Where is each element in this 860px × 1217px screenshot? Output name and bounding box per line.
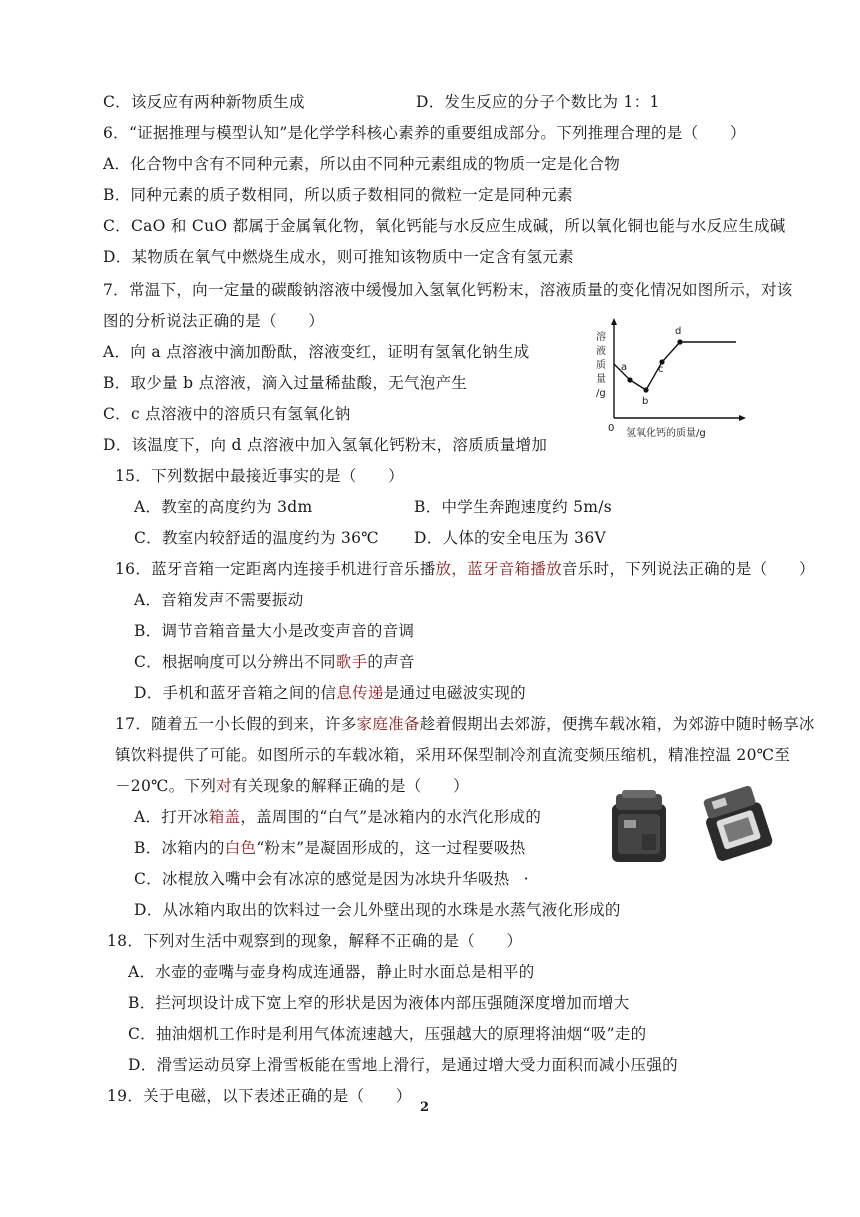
- q6-option-c: C．CaO 和 CuO 都属于金属氧化物，氧化钙能与水反应生成碱，所以氧化铜也能与水反应生成碱: [103, 217, 786, 235]
- q17-option-a: [134, 807, 541, 827]
- graph-curve: [614, 342, 736, 390]
- q17-l1-text-2: 家庭准备: [356, 715, 420, 733]
- graph-label-c: c: [658, 364, 664, 375]
- q17-option-b: [134, 838, 526, 858]
- q17a-text-1: A．打开冰: [134, 808, 209, 826]
- q5-option-c: C．该反应有两种新物质生成: [103, 93, 305, 111]
- q5-option-d: D．发生反应的分子个数比为 1：1: [416, 93, 660, 111]
- q17-l1-text-1: 17．随着五一小长假的到来，许多: [115, 715, 357, 733]
- q17a-text-2: 箱盖: [208, 808, 241, 826]
- q16-text-5: 音乐时，下列说法正确的是（ ）: [561, 560, 815, 578]
- q17c-stray-dot: ·: [523, 870, 529, 888]
- graph-point-b: [643, 387, 648, 392]
- q16c-text-1: C．根据响度可以分辨出不同: [134, 653, 336, 671]
- q16d-text-2: 息传递: [336, 684, 384, 702]
- question-17-stem-line2: 镇饮料提供了可能。如图所示的车载冰箱，采用环保型制冷剂直流变频压缩机，精准控温 20℃至: [115, 746, 791, 764]
- q16-text-2: 放: [435, 560, 452, 578]
- q17-option-d: D．从冰箱内取出的饮料过一会儿外壁出现的水珠是水蒸气液化形成的: [134, 901, 621, 919]
- page-number: 2: [420, 1100, 430, 1115]
- graph-origin: 0: [608, 423, 615, 434]
- q17-l3-text-1: －20℃。下列: [115, 777, 217, 795]
- graph-point-a: [627, 377, 632, 382]
- q16-text-4: 蓝牙音箱播放: [467, 560, 562, 578]
- question-17-stem-line3: [115, 776, 469, 796]
- graph-x-arrow: [739, 415, 746, 421]
- q17b-text-2: 白色: [224, 839, 257, 857]
- q7-option-d: D．该温度下，向 d 点溶液中加入氢氧化钙粉末，溶质质量增加: [103, 436, 548, 454]
- q17c-text: C．冰棍放入嘴中会有冰凉的感觉是因为冰块升华吸热: [134, 870, 510, 888]
- q16c-text-3: 的声音: [367, 653, 415, 671]
- graph-label-d: d: [675, 326, 682, 337]
- q15-option-a: A．教室的高度约为 3dm: [134, 498, 313, 516]
- q16-option-a: A．音箱发声不需要振动: [134, 591, 304, 609]
- q16-option-c: [134, 652, 415, 672]
- q6-option-a: A．化合物中含有不同种元素，所以由不同种元素组成的物质一定是化合物: [103, 155, 621, 173]
- q18-option-d: D．滑雪运动员穿上滑雪板能在雪地上滑行，是通过增大受力面积而减小压强的: [128, 1056, 678, 1074]
- question-15-stem: 15．下列数据中最接近事实的是（ ）: [115, 467, 404, 485]
- car-cooler-open-photo: [700, 785, 774, 865]
- q7-option-a: A．向 a 点溶液中滴加酚酞，溶液变红，证明有氢氧化钠生成: [103, 343, 530, 361]
- question-18-stem: 18．下列对生活中观察到的现象，解释不正确的是（ ）: [107, 932, 523, 950]
- graph-xlabel: 氢氧化钙的质量/g: [626, 428, 706, 439]
- graph-label-a: a: [621, 362, 628, 373]
- q15-option-b: B．中学生奔跑速度约 5m/s: [414, 498, 613, 516]
- q16d-text-1: D．手机和蓝牙音箱之间的信: [134, 684, 337, 702]
- solution-mass-graph: [588, 318, 748, 446]
- q16-text-3: ，: [451, 560, 468, 578]
- graph-ylabel-1: 溶: [596, 332, 606, 343]
- graph-ylabel-2: 液: [596, 346, 606, 357]
- q17b-text-3: “粉末”是凝固形成的，这一过程要吸热: [256, 839, 526, 857]
- graph-label-b: b: [642, 396, 649, 407]
- question-19-stem: 19．关于电磁，以下表述正确的是（ ）: [107, 1087, 412, 1105]
- q16-option-d: [134, 683, 526, 703]
- q16-option-b: B．调节音箱音量大小是改变声音的音调: [134, 622, 415, 640]
- q17-l1-text-3: 趁着假期出去郊游，便携车载冰箱，为郊游中随时畅享冰: [419, 715, 815, 733]
- question-7-stem-line1: 7．常温下，向一定量的碳酸钠溶液中缓慢加入氢氧化钙粉末，溶液质量的变化情况如图所示，对该: [103, 281, 793, 299]
- graph-ylabel-3: 质: [596, 360, 606, 371]
- q17-option-c: [134, 869, 529, 889]
- question-17-stem-line1: [115, 714, 815, 734]
- q7-option-c: C．c 点溶液中的溶质只有氢氧化钠: [103, 405, 351, 423]
- q15-option-c: C．教室内较舒适的温度约为 36℃: [134, 529, 379, 547]
- q6-option-d: D．某物质在氧气中燃烧生成水，则可推知该物质中一定含有氢元素: [103, 248, 574, 266]
- q17-l3-text-3: 有关现象的解释正确的是（ ）: [231, 777, 469, 795]
- q16c-text-2: 歌手: [335, 653, 368, 671]
- q17b-text-1: B．冰箱内的: [134, 839, 225, 857]
- q16-text-1: 16．蓝牙音箱一定距离内连接手机进行音乐播: [115, 560, 436, 578]
- car-cooler-photo: [608, 790, 670, 866]
- graph-point-d: [677, 339, 682, 344]
- q18-option-b: B．拦河坝设计成下宽上窄的形状是因为液体内部压强随深度增加而增大: [128, 994, 630, 1012]
- question-7-stem-line2: 图的分析说法正确的是（ ）: [103, 312, 325, 330]
- graph-ylabel-4: 量: [596, 374, 606, 385]
- q15-option-d: D．人体的安全电压为 36V: [414, 529, 606, 547]
- question-16-stem: [115, 559, 815, 579]
- graph-y-arrow: [611, 318, 617, 325]
- q17a-text-3: ，盖周围的“白气”是冰箱内的水汽化形成的: [240, 808, 542, 826]
- q17-l3-text-2: 对: [216, 777, 232, 795]
- q6-option-b: B．同种元素的质子数相同，所以质子数相同的微粒一定是同种元素: [103, 186, 573, 204]
- q7-option-b: B．取少量 b 点溶液，滴入过量稀盐酸，无气泡产生: [103, 374, 468, 392]
- question-6-stem: 6．“证据推理与模型认知”是化学学科核心素养的重要组成部分。下列推理合理的是（ ）: [103, 124, 746, 142]
- q18-option-a: A．水壶的壶嘴与壶身构成连通器，静止时水面总是相平的: [128, 963, 535, 981]
- graph-ylabel-5: /g: [596, 388, 606, 399]
- q16d-text-3: 是通过电磁波实现的: [383, 684, 526, 702]
- q18-option-c: C．抽油烟机工作时是利用气体流速越大，压强越大的原理将油烟“吸”走的: [128, 1025, 647, 1043]
